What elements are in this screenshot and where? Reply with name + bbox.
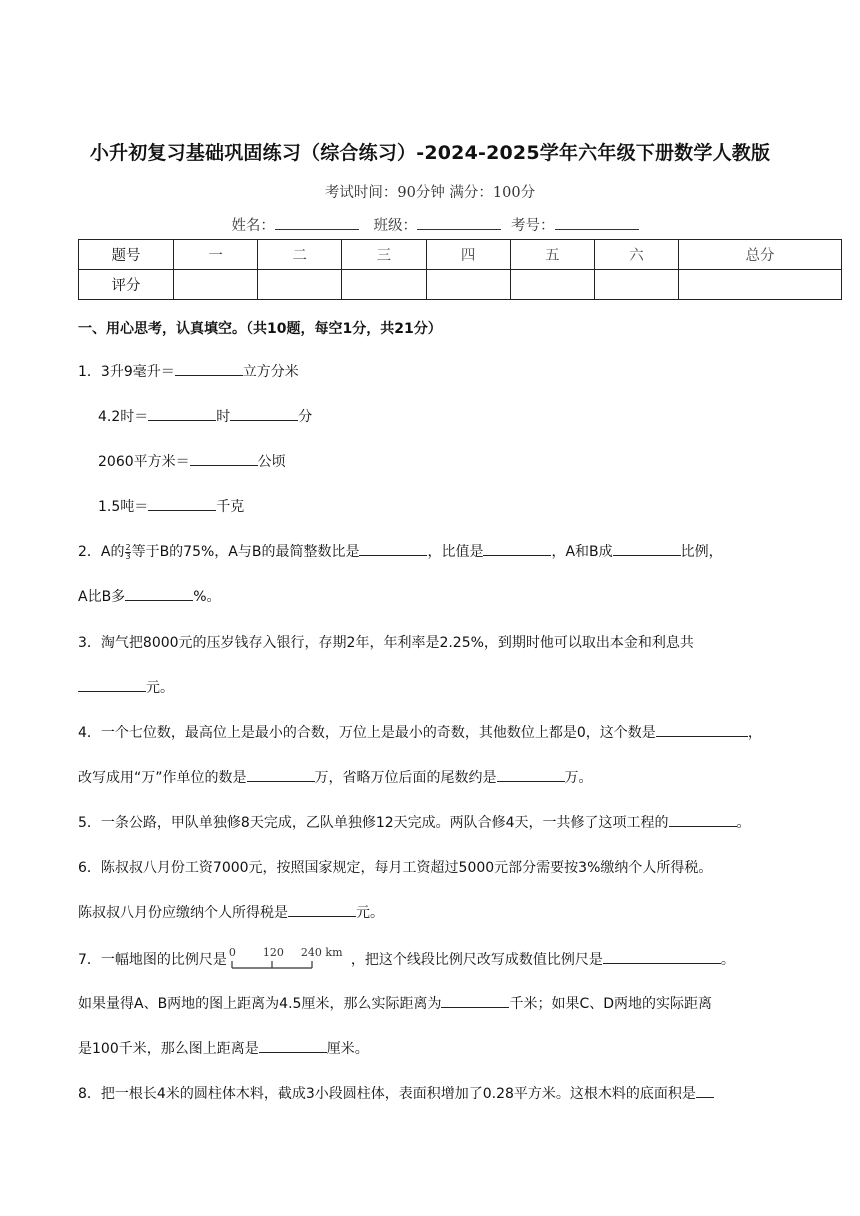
answer-blank[interactable] [230,406,298,421]
question-text: 7．一幅地图的比例尺是 [78,952,227,968]
question-3-line2 [78,677,174,697]
question-text: 元。 [146,680,174,696]
class-label: 班级： [373,218,418,234]
score-row-label: 评分 [79,270,174,300]
question-2-line2 [78,586,221,606]
exam-time-line: 考试时间：90分钟 满分：100分 [324,185,536,201]
question-text: 8．把一根长4米的圆柱体木料，截成3小段圆柱体，表面积增加了0.28平方米。这根木料的底面积是 [78,1086,696,1102]
question-2 [78,541,723,561]
question-text: 5．一条公路，甲队单独修8天完成，乙队单独修12天完成。两队合修4天，一共修了这项工程的 [78,815,669,831]
question-4 [78,722,762,742]
fraction [125,544,130,561]
scale-label: 0 [228,946,236,959]
fraction-numerator: 2 [125,542,131,552]
scale-label: 240 km [300,946,343,959]
name-blank[interactable] [275,215,359,230]
question-text: 分 [298,409,313,425]
question-text: ，比值是 [427,544,484,560]
scale-bar-graphic [229,947,347,973]
question-text: ， [747,725,762,741]
answer-blank[interactable] [125,586,193,601]
question-text: 比例， [680,544,723,560]
question-text: 1.5吨＝ [98,499,149,515]
question-text: 万。 [564,770,593,786]
score-cell: 四 [426,240,510,270]
question-text: 公顷 [257,454,286,470]
question-text: ，把这个线段比例尺改写成数值比例尺是 [350,952,603,968]
question-4-line2 [78,767,593,787]
question-1c [98,451,286,471]
page-title: 小升初复习基础巩固练习（综合练习）-2024-2025学年六年级下册数学人教版 [89,142,771,164]
answer-blank[interactable] [247,767,315,782]
answer-blank[interactable] [483,541,551,556]
score-cell: 二 [258,240,342,270]
question-text: 4.2时＝ [98,409,149,425]
question-text: 。 [736,815,751,831]
question-text: 陈叔叔八月份应缴纳个人所得税是 [78,905,288,921]
answer-blank[interactable] [669,812,737,827]
answer-blank[interactable] [148,406,216,421]
question-1a [78,361,299,381]
score-input-cell[interactable] [679,270,842,300]
question-text: 万，省略万位后面的尾数约是 [314,770,497,786]
score-cell: 六 [594,240,678,270]
scale-label: 120 [262,946,284,959]
answer-blank[interactable] [441,993,509,1008]
question-text: 立方分米 [242,364,299,380]
question-text: 改写成用“万”作单位的数是 [78,770,247,786]
question-text: 1．3升9毫升＝ [78,364,175,380]
question-8 [78,1083,714,1103]
score-input-cell[interactable] [510,270,594,300]
question-text: 2060平方米＝ [98,454,190,470]
score-cell: 一 [174,240,258,270]
score-input-cell[interactable] [174,270,258,300]
question-6-line2 [78,902,384,922]
question-text: ，A和B成 [551,544,613,560]
question-text: 千米；如果C、D两地的实际距离 [509,996,713,1012]
score-cell: 总分 [679,240,842,270]
score-cell: 三 [342,240,426,270]
question-text: 是100千米，那么图上距离是 [78,1041,259,1057]
answer-blank[interactable] [148,496,216,511]
question-text: 4．一个七位数，最高位上是最小的合数，万位上是最小的奇数，其他数位上都是0，这个数是 [78,725,656,741]
question-text: 千克 [216,499,245,515]
answer-blank[interactable] [190,451,258,466]
question-text: 厘米。 [326,1041,369,1057]
question-text: 2．A的 [78,544,125,560]
fraction-denominator: 3 [125,551,131,561]
question-text: 时 [216,409,231,425]
score-input-cell[interactable] [342,270,426,300]
answer-blank[interactable] [656,722,748,737]
number-label: 考号： [511,218,555,234]
question-text: 如果量得A、B两地的图上距离为4.5厘米，那么实际距离为 [78,996,442,1012]
score-table [78,239,842,300]
name-label: 姓名： [231,218,275,234]
score-table-header-row [79,240,842,270]
question-7-line2 [78,993,712,1013]
answer-blank[interactable] [497,767,565,782]
question-5 [78,812,751,832]
answer-blank[interactable] [78,677,146,692]
line-scale-bar [229,947,347,973]
question-text: 等于B的75%，A与B的最简整数比是 [131,544,360,560]
question-7-line3 [78,1038,369,1058]
section-heading: 一、用心思考，认真填空。（共10题，每空1分，共21分） [78,321,442,337]
answer-blank[interactable] [613,541,681,556]
class-blank[interactable] [417,215,501,230]
question-text: 元。 [356,905,384,921]
answer-blank[interactable] [603,949,721,964]
question-1d [98,496,244,516]
question-6: 6．陈叔叔八月份工资7000元，按照国家规定，每月工资超过5000元部分需要按3%缴纳个人所得税。 [78,860,713,876]
question-text: %。 [193,589,221,605]
score-input-cell[interactable] [426,270,510,300]
answer-blank[interactable] [696,1083,714,1098]
score-table-score-row [79,270,842,300]
question-3: 3．淘气把8000元的压岁钱存入银行，存期2年，年利率是2.25%，到期时他可以取出本金和利息共 [78,635,694,651]
answer-blank[interactable] [288,902,356,917]
score-cell: 题号 [79,240,174,270]
answer-blank[interactable] [259,1038,327,1053]
question-text: A比B多 [78,589,126,605]
answer-blank[interactable] [359,541,427,556]
answer-blank[interactable] [175,361,243,376]
question-text: 。 [720,952,735,968]
score-input-cell[interactable] [594,270,678,300]
question-7 [78,947,735,973]
question-1b [98,406,312,426]
number-blank[interactable] [555,215,639,230]
student-info-line [10,214,860,235]
score-cell: 五 [510,240,594,270]
score-input-cell[interactable] [258,270,342,300]
